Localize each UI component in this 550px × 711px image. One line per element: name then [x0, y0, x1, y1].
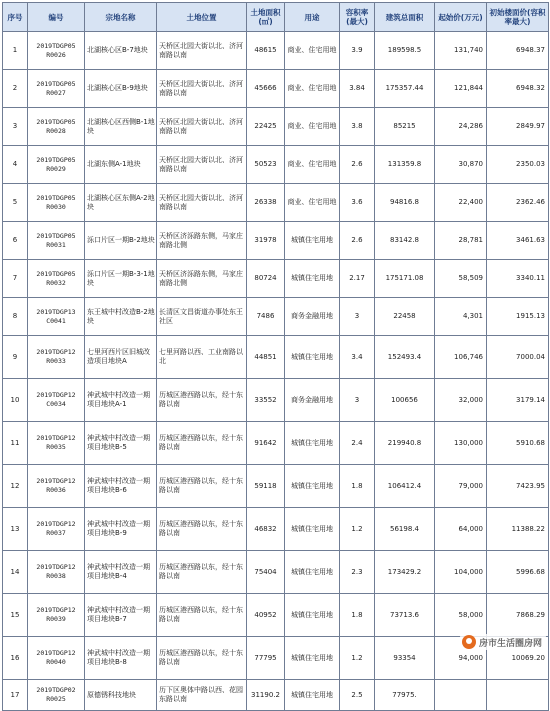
cell-name: 北湖东侧A-1地块 — [85, 146, 157, 184]
watermark-text: 房市生活圈房网 — [478, 638, 542, 649]
header-area: 土地面积(㎡) — [247, 3, 285, 32]
cell-floor-area: 22458 — [375, 298, 435, 336]
watermark — [460, 634, 546, 650]
header-far: 容积率(最大) — [340, 3, 375, 32]
cell-index: 16 — [3, 637, 28, 680]
header-code: 编号 — [28, 3, 85, 32]
header-name: 宗地名称 — [85, 3, 157, 32]
header-start-price: 起始价(万元) — [435, 3, 487, 32]
cell-far: 3.6 — [340, 184, 375, 222]
cell-index: 8 — [3, 298, 28, 336]
cell-floor-area: 131359.8 — [375, 146, 435, 184]
cell-start-price: 58,509 — [435, 260, 487, 298]
cell-use: 商业、住宅用地 — [285, 184, 340, 222]
table-row — [3, 146, 549, 184]
cell-floor-price: 3340.11 — [487, 260, 549, 298]
cell-code: 2019TDGP12 R0033 — [28, 336, 85, 379]
cell-code: 2019TDGP05 R0031 — [28, 222, 85, 260]
cell-use: 商业、住宅用地 — [285, 70, 340, 108]
cell-location: 长清区文昌街道办事处东王社区 — [157, 298, 247, 336]
cell-location: 历下区奥体中路以西、花园东路以南 — [157, 680, 247, 711]
table-header-row — [3, 3, 549, 32]
cell-floor-price: 7423.95 — [487, 465, 549, 508]
cell-code: 2019TDGP05 R0030 — [28, 184, 85, 222]
cell-floor-price: 6948.37 — [487, 32, 549, 70]
cell-far: 1.8 — [340, 465, 375, 508]
cell-code: 2019TDGP12 R0037 — [28, 508, 85, 551]
cell-far: 3.84 — [340, 70, 375, 108]
cell-use: 商业、住宅用地 — [285, 108, 340, 146]
cell-floor-price: 10069.20 — [487, 637, 549, 680]
cell-name: 七里河西片区旧城改造项目地块A — [85, 336, 157, 379]
cell-location: 历城区港西路以东，经十东路以南 — [157, 594, 247, 637]
cell-location: 天桥区北园大街以北、济河南路以南 — [157, 108, 247, 146]
cell-location: 天桥区北园大街以北、济河南路以南 — [157, 32, 247, 70]
cell-far: 1.2 — [340, 637, 375, 680]
cell-floor-price: 7000.04 — [487, 336, 549, 379]
header-use: 用途 — [285, 3, 340, 32]
cell-start-price: 130,000 — [435, 422, 487, 465]
cell-floor-area: 83142.8 — [375, 222, 435, 260]
cell-area: 7486 — [247, 298, 285, 336]
cell-area: 46832 — [247, 508, 285, 551]
cell-start-price: 24,286 — [435, 108, 487, 146]
cell-code: 2019TDGP12 R0039 — [28, 594, 85, 637]
cell-name: 泺口片区一期B-2地块 — [85, 222, 157, 260]
cell-area: 33552 — [247, 379, 285, 422]
cell-index: 17 — [3, 680, 28, 711]
cell-floor-area: 189598.5 — [375, 32, 435, 70]
cell-start-price — [435, 680, 487, 711]
cell-start-price: 28,781 — [435, 222, 487, 260]
cell-area: 80724 — [247, 260, 285, 298]
cell-location: 历城区港西路以东，经十东路以南 — [157, 551, 247, 594]
table-row — [3, 70, 549, 108]
cell-location: 历城区港西路以东，经十东路以南 — [157, 379, 247, 422]
cell-name: 神武城中村改造一期项目地块B-7 — [85, 594, 157, 637]
cell-use: 商业、住宅用地 — [285, 32, 340, 70]
cell-location: 历城区港西路以东，经十东路以南 — [157, 637, 247, 680]
cell-use: 城镇住宅用地 — [285, 422, 340, 465]
land-auction-table — [2, 2, 549, 711]
cell-use: 城镇住宅用地 — [285, 594, 340, 637]
cell-location: 天桥区济泺路东侧，马家庄南路北侧 — [157, 260, 247, 298]
table-row — [3, 336, 549, 379]
cell-index: 2 — [3, 70, 28, 108]
cell-use: 城镇住宅用地 — [285, 508, 340, 551]
table-row — [3, 422, 549, 465]
cell-floor-price: 2350.03 — [487, 146, 549, 184]
cell-code: 2019TDGP12 R0036 — [28, 465, 85, 508]
cell-floor-price: 11388.22 — [487, 508, 549, 551]
cell-floor-area: 85215 — [375, 108, 435, 146]
table-row — [3, 551, 549, 594]
table-row — [3, 184, 549, 222]
cell-index: 12 — [3, 465, 28, 508]
cell-area: 22425 — [247, 108, 285, 146]
cell-location: 天桥区北园大街以北、济河南路以南 — [157, 70, 247, 108]
cell-floor-price: 5996.68 — [487, 551, 549, 594]
cell-area: 26338 — [247, 184, 285, 222]
cell-area: 31190.2 — [247, 680, 285, 711]
cell-far: 3.9 — [340, 32, 375, 70]
cell-location: 历城区港西路以东，经十东路以南 — [157, 465, 247, 508]
cell-floor-area: 100656 — [375, 379, 435, 422]
cell-floor-price: 3179.14 — [487, 379, 549, 422]
table-row — [3, 508, 549, 551]
cell-far: 1.2 — [340, 508, 375, 551]
cell-floor-price — [487, 680, 549, 711]
cell-index: 14 — [3, 551, 28, 594]
cell-name: 神武城中村改造一期项目地块B-6 — [85, 465, 157, 508]
cell-use: 城镇住宅用地 — [285, 222, 340, 260]
cell-index: 7 — [3, 260, 28, 298]
cell-code: 2019TDGP12 C0034 — [28, 379, 85, 422]
cell-index: 11 — [3, 422, 28, 465]
table-row — [3, 222, 549, 260]
table-row — [3, 594, 549, 637]
cell-location: 七里河路以西、工业南路以北 — [157, 336, 247, 379]
cell-start-price: 121,844 — [435, 70, 487, 108]
cell-start-price: 106,746 — [435, 336, 487, 379]
cell-floor-area: 73713.6 — [375, 594, 435, 637]
cell-floor-area: 94816.8 — [375, 184, 435, 222]
cell-far: 3 — [340, 379, 375, 422]
cell-name: 原德锈科技地块 — [85, 680, 157, 711]
cell-code: 2019TDGP05 R0028 — [28, 108, 85, 146]
cell-name: 神武城中村改造一期项目地块B-9 — [85, 508, 157, 551]
cell-name: 神武城中村改造一期项目地块B-4 — [85, 551, 157, 594]
cell-floor-price: 2362.46 — [487, 184, 549, 222]
cell-index: 5 — [3, 184, 28, 222]
cell-index: 3 — [3, 108, 28, 146]
cell-name: 神武城中村改造一期项目地块A-1 — [85, 379, 157, 422]
cell-index: 1 — [3, 32, 28, 70]
cell-floor-price: 2849.97 — [487, 108, 549, 146]
cell-area: 59118 — [247, 465, 285, 508]
cell-start-price: 94,000 — [435, 637, 487, 680]
cell-start-price: 131,740 — [435, 32, 487, 70]
cell-use: 城镇住宅用地 — [285, 465, 340, 508]
cell-index: 10 — [3, 379, 28, 422]
wechat-logo-icon — [462, 635, 476, 649]
cell-name: 神武城中村改造一期项目地块B-8 — [85, 637, 157, 680]
cell-name: 北湖核心区西侧B-1地块 — [85, 108, 157, 146]
cell-far: 1.8 — [340, 594, 375, 637]
cell-name: 东王城中村改造B-2地块 — [85, 298, 157, 336]
cell-far: 3 — [340, 298, 375, 336]
cell-area: 77795 — [247, 637, 285, 680]
cell-floor-area: 93354 — [375, 637, 435, 680]
cell-code: 2019TDGP05 R0032 — [28, 260, 85, 298]
cell-floor-price: 3461.63 — [487, 222, 549, 260]
cell-index: 4 — [3, 146, 28, 184]
cell-area: 75404 — [247, 551, 285, 594]
cell-index: 15 — [3, 594, 28, 637]
cell-floor-price: 5910.68 — [487, 422, 549, 465]
cell-code: 2019TDGP05 R0029 — [28, 146, 85, 184]
cell-code: 2019TDGP05 R0027 — [28, 70, 85, 108]
cell-use: 城镇住宅用地 — [285, 680, 340, 711]
cell-code: 2019TDGP13 C0041 — [28, 298, 85, 336]
cell-far: 3.4 — [340, 336, 375, 379]
cell-name: 北湖核心区东侧A-2地块 — [85, 184, 157, 222]
cell-floor-area: 56198.4 — [375, 508, 435, 551]
cell-use: 城镇住宅用地 — [285, 551, 340, 594]
cell-far: 3.8 — [340, 108, 375, 146]
header-floor-area: 建筑总面积 — [375, 3, 435, 32]
table-row — [3, 32, 549, 70]
cell-name: 北湖核心区B-9地块 — [85, 70, 157, 108]
table-row — [3, 298, 549, 336]
cell-use: 城镇住宅用地 — [285, 260, 340, 298]
cell-area: 31978 — [247, 222, 285, 260]
cell-name: 泺口片区一期B-3-1地块 — [85, 260, 157, 298]
cell-start-price: 104,000 — [435, 551, 487, 594]
cell-start-price: 58,000 — [435, 594, 487, 637]
cell-index: 13 — [3, 508, 28, 551]
cell-start-price: 22,400 — [435, 184, 487, 222]
cell-floor-price: 7868.29 — [487, 594, 549, 637]
cell-floor-area: 175357.44 — [375, 70, 435, 108]
cell-floor-area: 152493.4 — [375, 336, 435, 379]
cell-floor-area: 173429.2 — [375, 551, 435, 594]
cell-location: 历城区港西路以东，经十东路以南 — [157, 422, 247, 465]
cell-use: 商务金融用地 — [285, 379, 340, 422]
cell-location: 天桥区北园大街以北、济河南路以南 — [157, 146, 247, 184]
cell-far: 2.4 — [340, 422, 375, 465]
cell-use: 商业、住宅用地 — [285, 146, 340, 184]
cell-code: 2019TDGP12 R0038 — [28, 551, 85, 594]
table-row — [3, 379, 549, 422]
cell-name: 北湖核心区B-7地块 — [85, 32, 157, 70]
header-index: 序号 — [3, 3, 28, 32]
cell-area: 45666 — [247, 70, 285, 108]
cell-start-price: 32,000 — [435, 379, 487, 422]
cell-far: 2.6 — [340, 222, 375, 260]
cell-code: 2019TDGP12 R0040 — [28, 637, 85, 680]
cell-code: 2019TDGP05 R0026 — [28, 32, 85, 70]
cell-use: 城镇住宅用地 — [285, 336, 340, 379]
cell-location: 历城区港西路以东，经十东路以南 — [157, 508, 247, 551]
cell-floor-area: 77975. — [375, 680, 435, 711]
table-row — [3, 108, 549, 146]
cell-area: 40952 — [247, 594, 285, 637]
cell-area: 91642 — [247, 422, 285, 465]
table-row — [3, 680, 549, 711]
cell-far: 2.3 — [340, 551, 375, 594]
cell-area: 44851 — [247, 336, 285, 379]
cell-far: 2.6 — [340, 146, 375, 184]
cell-use: 商务金融用地 — [285, 298, 340, 336]
cell-start-price: 4,301 — [435, 298, 487, 336]
cell-use: 城镇住宅用地 — [285, 637, 340, 680]
cell-index: 6 — [3, 222, 28, 260]
cell-start-price: 30,870 — [435, 146, 487, 184]
cell-far: 2.17 — [340, 260, 375, 298]
cell-location: 天桥区北园大街以北、济河南路以南 — [157, 184, 247, 222]
table-row — [3, 260, 549, 298]
cell-floor-area: 106412.4 — [375, 465, 435, 508]
header-floor-price: 初始楼面价(容积率最大) — [487, 3, 549, 32]
cell-far: 2.5 — [340, 680, 375, 711]
header-location: 土地位置 — [157, 3, 247, 32]
cell-start-price: 79,000 — [435, 465, 487, 508]
table-row — [3, 465, 549, 508]
cell-index: 9 — [3, 336, 28, 379]
cell-name: 神武城中村改造一期项目地块B-5 — [85, 422, 157, 465]
cell-location: 天桥区济泺路东侧，马家庄南路北侧 — [157, 222, 247, 260]
cell-area: 50523 — [247, 146, 285, 184]
cell-code: 2019TDGP02 R0025 — [28, 680, 85, 711]
cell-floor-area: 219940.8 — [375, 422, 435, 465]
cell-area: 48615 — [247, 32, 285, 70]
cell-floor-price: 6948.32 — [487, 70, 549, 108]
cell-start-price: 64,000 — [435, 508, 487, 551]
cell-floor-price: 1915.13 — [487, 298, 549, 336]
cell-code: 2019TDGP12 R0035 — [28, 422, 85, 465]
cell-floor-area: 175171.08 — [375, 260, 435, 298]
